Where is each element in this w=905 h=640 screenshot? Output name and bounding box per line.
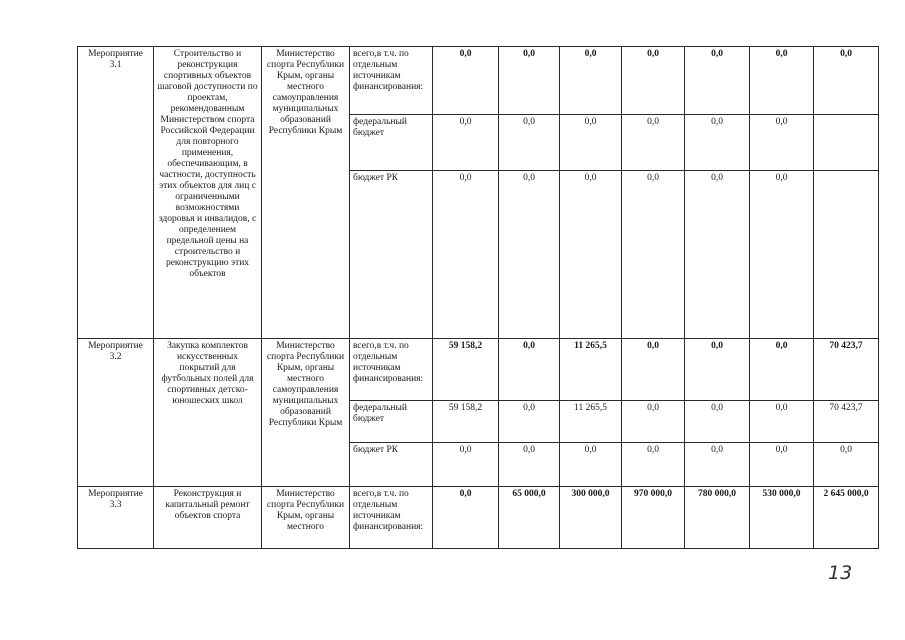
amount-cell: 2 645 000,0 (814, 487, 879, 549)
amount-cell: 0,0 (685, 115, 750, 171)
amount-cell: 0,0 (499, 171, 560, 339)
amount-cell: 0,0 (560, 47, 622, 115)
amount-cell: 0,0 (685, 47, 750, 115)
amount-cell: 300 000,0 (560, 487, 622, 549)
amount-cell: 970 000,0 (622, 487, 685, 549)
event-description: Строительство и реконструкция спортивных объектов шаговой доступности по проектам, рекомендованным Министерством спорта Российской Федерации для повторного применения, обеспечивающим, в частности, доступность этих объектов для лиц с ограниченными возможностями здоровья и инвалидов, с определением предельной цены на строительство и реконструкцию этих объектов (154, 47, 262, 339)
amount-cell: 0,0 (750, 401, 814, 443)
event-executor: Министерство спорта Республики Крым, органы местного самоуправления муниципальных образований Республики Крым (262, 339, 350, 487)
amount-cell: 0,0 (814, 443, 879, 487)
amount-cell: 530 000,0 (750, 487, 814, 549)
amount-cell: 59 158,2 (433, 339, 499, 401)
amount-cell: 0,0 (433, 115, 499, 171)
amount-cell: 0,0 (433, 47, 499, 115)
amount-cell: 0,0 (685, 171, 750, 339)
amount-cell: 70 423,7 (814, 339, 879, 401)
funding-source: бюджет РК (350, 171, 433, 339)
amount-cell: 0,0 (622, 339, 685, 401)
event-name: Мероприятие 3.3 (78, 487, 154, 549)
amount-cell: 0,0 (622, 443, 685, 487)
amount-cell: 0,0 (499, 339, 560, 401)
amount-cell: 0,0 (499, 115, 560, 171)
page-number: 13 (828, 562, 853, 584)
amount-cell: 0,0 (499, 401, 560, 443)
amount-cell: 0,0 (750, 443, 814, 487)
amount-cell: 0,0 (685, 339, 750, 401)
amount-cell: 65 000,0 (499, 487, 560, 549)
amount-cell: 0,0 (499, 47, 560, 115)
funding-source: всего,в т.ч. по отдельным источникам финансирования: (350, 47, 433, 115)
amount-cell (814, 171, 879, 339)
amount-cell: 0,0 (750, 115, 814, 171)
event-description: Закупка комплектов искусственных покрытий для футбольных полей для спортивных детско-юношеских школ (154, 339, 262, 487)
amount-cell: 0,0 (560, 115, 622, 171)
amount-cell: 11 265,5 (560, 401, 622, 443)
amount-cell: 0,0 (750, 171, 814, 339)
amount-cell: 0,0 (685, 443, 750, 487)
amount-cell: 0,0 (685, 401, 750, 443)
amount-cell: 11 265,5 (560, 339, 622, 401)
table-row (78, 339, 879, 401)
amount-cell: 780 000,0 (685, 487, 750, 549)
amount-cell: 0,0 (433, 487, 499, 549)
funding-source: федеральный бюджет (350, 115, 433, 171)
amount-cell: 0,0 (814, 47, 879, 115)
event-description: Реконструкция и капитальный ремонт объектов спорта (154, 487, 262, 549)
amount-cell: 0,0 (433, 443, 499, 487)
amount-cell: 0,0 (499, 443, 560, 487)
funding-table (77, 46, 879, 549)
amount-cell: 0,0 (622, 115, 685, 171)
amount-cell: 0,0 (560, 443, 622, 487)
funding-source: всего,в т.ч. по отдельным источникам финансирования: (350, 339, 433, 401)
event-executor: Министерство спорта Республики Крым, органы местного (262, 487, 350, 549)
event-name: Мероприятие 3.2 (78, 339, 154, 487)
amount-cell: 0,0 (622, 401, 685, 443)
funding-source: федеральный бюджет (350, 401, 433, 443)
event-name: Мероприятие 3.1 (78, 47, 154, 339)
event-executor: Министерство спорта Республики Крым, органы местного самоуправления муниципальных образований Республики Крым (262, 47, 350, 339)
amount-cell: 0,0 (622, 47, 685, 115)
amount-cell: 0,0 (433, 171, 499, 339)
funding-source: бюджет РК (350, 443, 433, 487)
amount-cell: 0,0 (750, 47, 814, 115)
amount-cell (814, 115, 879, 171)
table-body (78, 47, 879, 549)
amount-cell: 0,0 (560, 171, 622, 339)
amount-cell: 70 423,7 (814, 401, 879, 443)
amount-cell: 0,0 (622, 171, 685, 339)
amount-cell: 59 158,2 (433, 401, 499, 443)
amount-cell: 0,0 (750, 339, 814, 401)
table-row (78, 487, 879, 549)
table-row (78, 47, 879, 115)
funding-source: всего,в т.ч. по отдельным источникам финансирования: (350, 487, 433, 549)
